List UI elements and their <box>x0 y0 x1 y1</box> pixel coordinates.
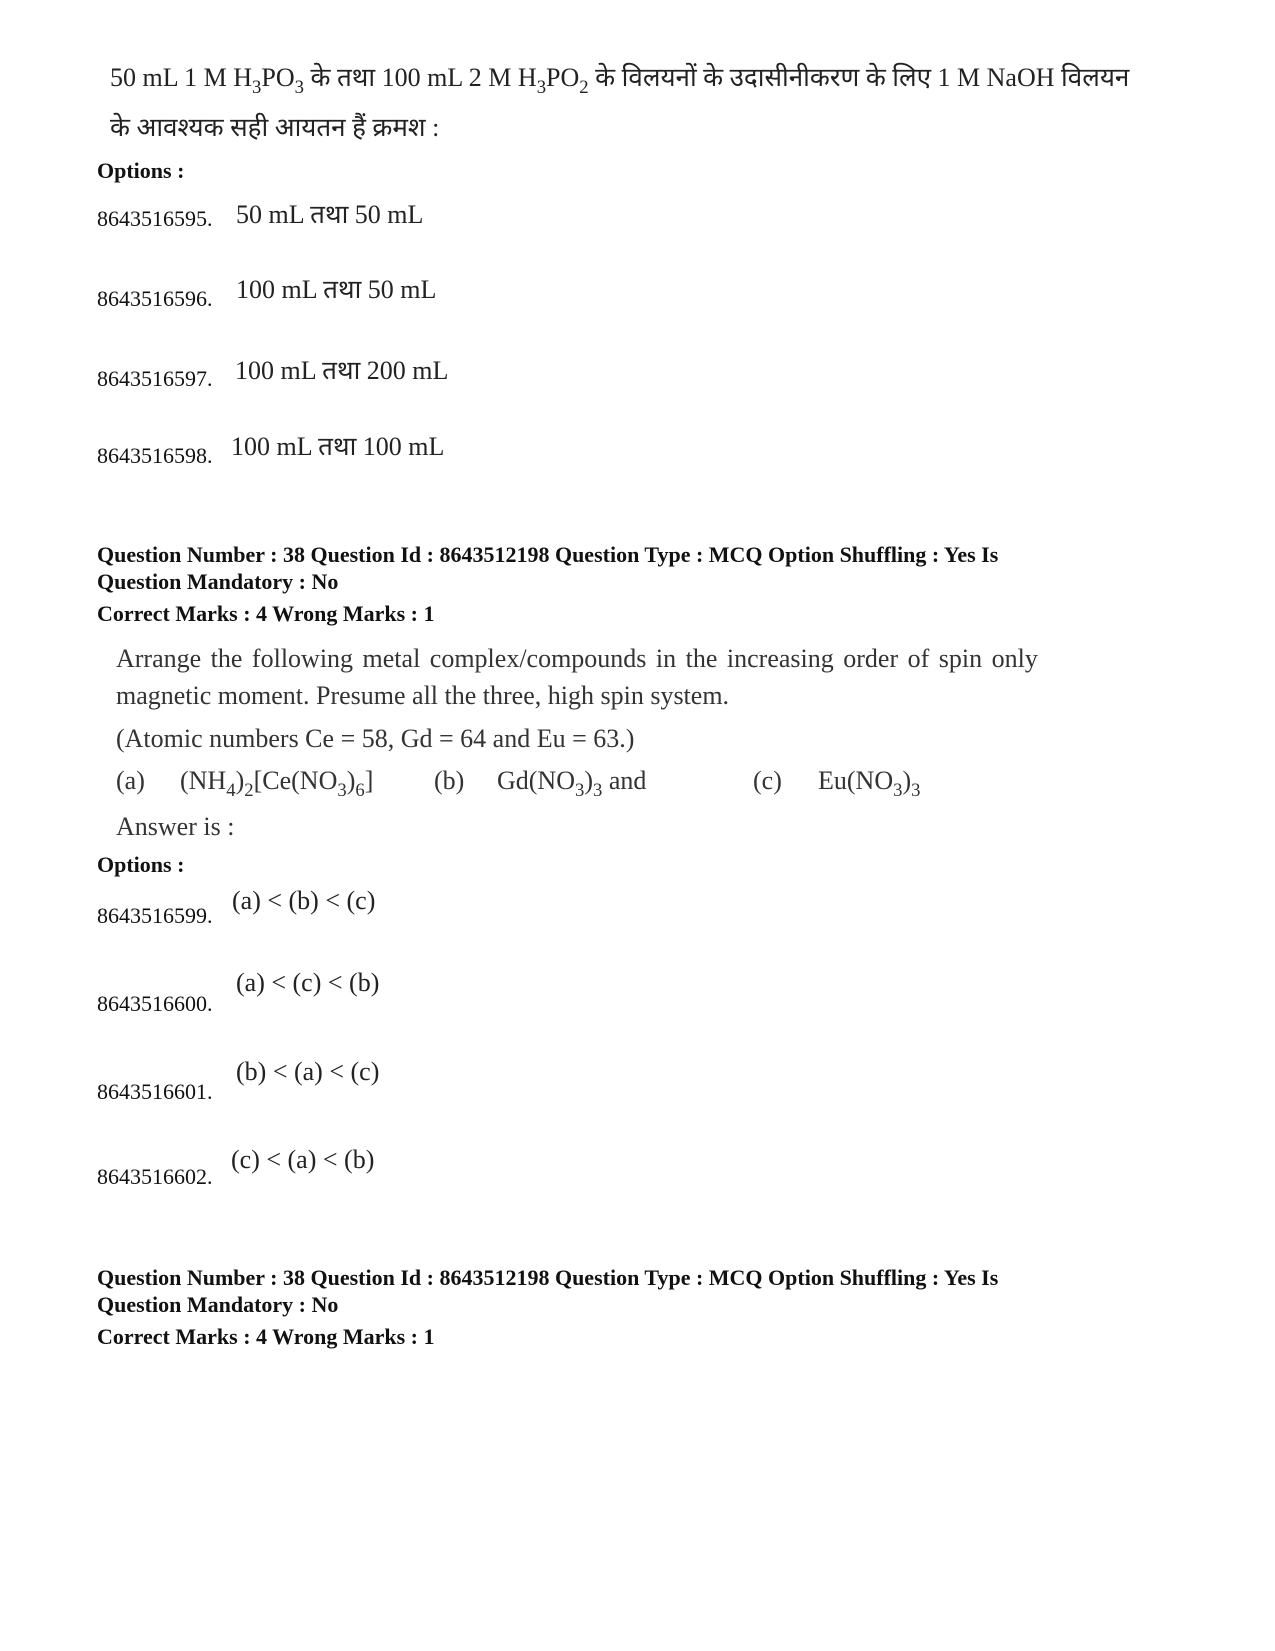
q2-option-4-text[interactable]: (c) < (a) < (b) <box>231 1145 375 1174</box>
q2-option-1-id: 8643516599. <box>97 903 213 928</box>
q2-option-2-id: 8643516600. <box>97 991 213 1016</box>
q2-answer-is: Answer is : <box>116 812 235 841</box>
item-c-label: (c) <box>753 766 782 795</box>
q2-options-label: Options : <box>97 852 185 877</box>
q1-option-2-text[interactable]: 100 mL तथा 50 mL <box>236 275 437 304</box>
item-b-label: (b) <box>434 766 465 795</box>
q1-option-3-text[interactable]: 100 mL तथा 200 mL <box>235 356 449 385</box>
item-a-label: (a) <box>116 766 145 795</box>
q2-option-2-text[interactable]: (a) < (c) < (b) <box>236 968 380 997</box>
q2-option-3-text[interactable]: (b) < (a) < (c) <box>236 1057 380 1086</box>
q3-marks: Correct Marks : 4 Wrong Marks : 1 <box>97 1324 435 1349</box>
q2-text-line2: magnetic moment. Presume all the three, high spin system. <box>116 681 730 710</box>
q3-meta-line1: Question Number : 38 Question Id : 8643512198 Question Type : MCQ Option Shuffling : Yes Is <box>97 1265 999 1290</box>
q1-text-line1: 50 mL 1 M $H_3PO_3$ के तथा 100 mL 2 M $H_3PO_2$ के विलयनों के उदासीनीकरण के लिए 1 M NaOH विलयन <box>110 63 1130 98</box>
item-c-formula: $Eu(NO_3)_3$ <box>818 766 921 801</box>
item-b-formula: $Gd(NO_3)_3$ and <box>497 766 647 801</box>
q2-option-1-text[interactable]: (a) < (b) < (c) <box>232 886 376 915</box>
q3-meta-line2: Question Mandatory : No <box>97 1292 339 1317</box>
q2-marks: Correct Marks : 4 Wrong Marks : 1 <box>97 601 435 626</box>
q1-option-4-text[interactable]: 100 mL तथा 100 mL <box>231 432 445 461</box>
q1-option-1-text[interactable]: 50 mL तथा 50 mL <box>236 200 424 229</box>
q2-option-4-id: 8643516602. <box>97 1164 213 1189</box>
q2-meta-line1: Question Number : 38 Question Id : 8643512198 Question Type : MCQ Option Shuffling : Yes Is <box>97 542 999 567</box>
q2-option-3-id: 8643516601. <box>97 1079 213 1104</box>
q2-text-line3: (Atomic numbers Ce = 58, Gd = 64 and Eu = 63.) <box>116 724 635 753</box>
q2-meta-line2: Question Mandatory : No <box>97 569 339 594</box>
q1-option-1-id: 8643516595. <box>97 206 213 231</box>
q1-text-line2: के आवश्यक सही आयतन हैं क्रमश : <box>110 113 440 142</box>
q1-option-3-id: 8643516597. <box>97 366 213 391</box>
item-a-formula: $(NH_4)_2[Ce(NO_3)_6]$ <box>180 766 374 801</box>
q1-option-4-id: 8643516598. <box>97 443 213 468</box>
q1-options-label: Options : <box>97 158 185 183</box>
q2-text-line1: Arrange the following metal complex/compounds in the increasing order of spin only <box>116 644 1038 673</box>
q1-option-2-id: 8643516596. <box>97 286 213 311</box>
